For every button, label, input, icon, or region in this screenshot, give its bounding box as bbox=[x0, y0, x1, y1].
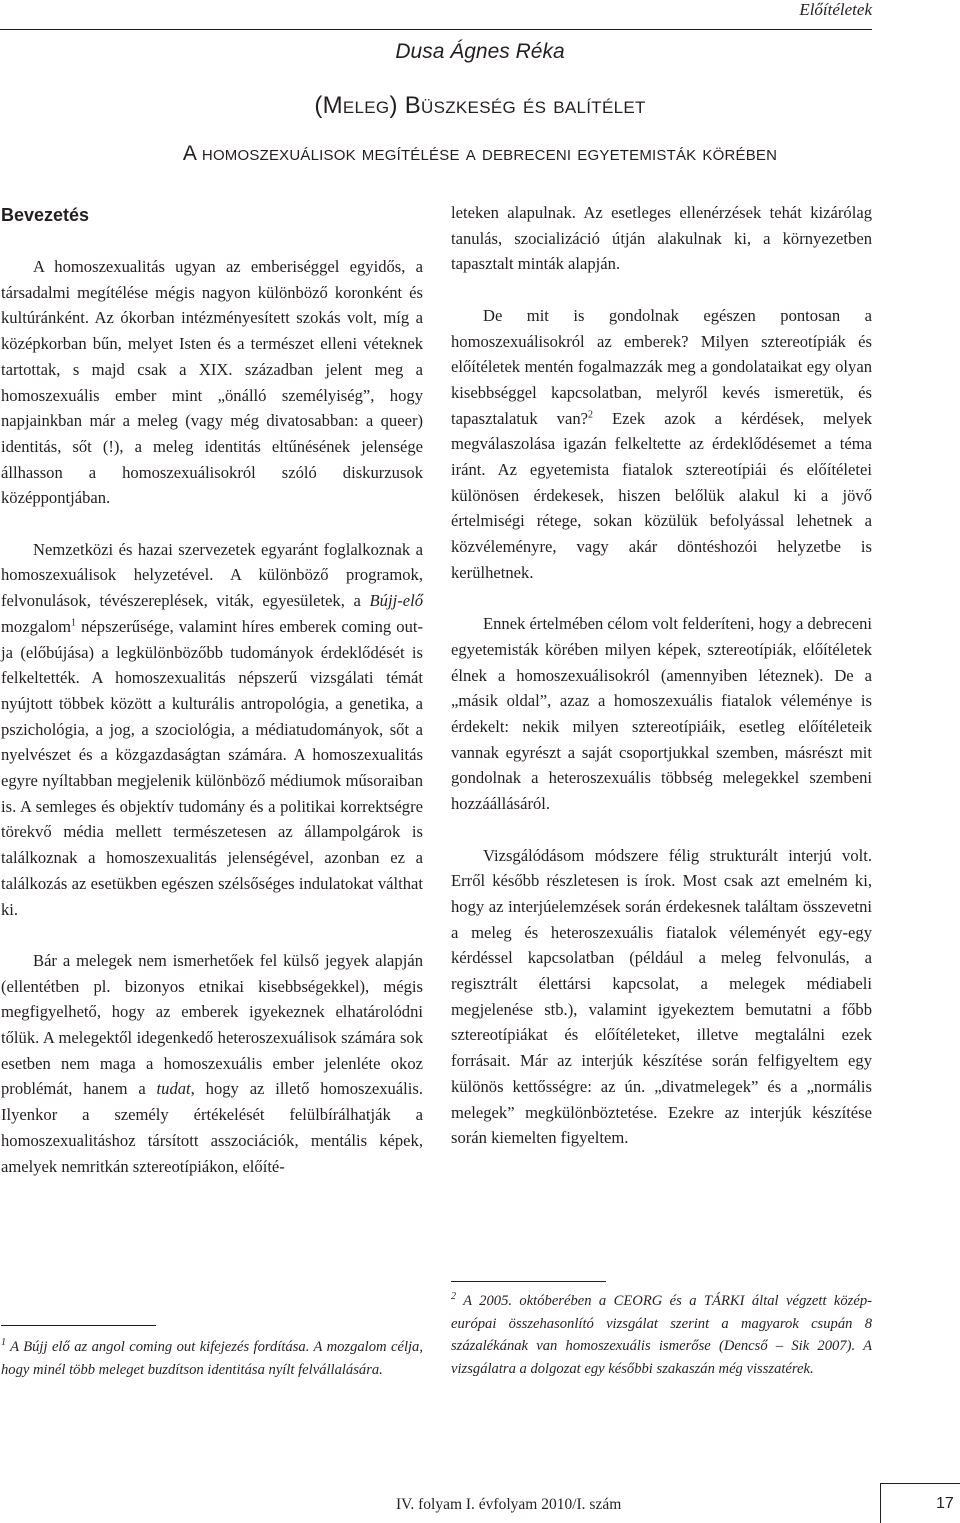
paragraph: leteken alapulnak. Az esetleges ellenérzések tehát kizárólag tanulás, szocializáció útján alakulnak ki, a környezetben tapasztalt minták alapján. bbox=[451, 203, 872, 274]
footnote-ref: 1 bbox=[71, 617, 77, 629]
footnote-ref: 2 bbox=[587, 409, 593, 421]
article-subtitle: A homoszexuálisok megítélése a debreceni egyetemisták körében bbox=[182, 142, 778, 165]
running-head: Előítéletek bbox=[799, 0, 872, 19]
footnote-1: $^1$ A Bújj elő az angol coming out kifejezés fordítása. A mozgalom célja, hogy minél több meleget buzdítson identitása nyílt felvállalására. bbox=[1, 1337, 423, 1378]
footnote-rule bbox=[451, 1281, 606, 1282]
journal-info: IV. folyam I. évfolyam 2010/I. szám bbox=[396, 1496, 622, 1513]
paragraph: Bár a melegek nem ismerhetőek fel külső jegyek alapján (ellentétben pl. bizonyos etnikai kisebbségekkel), mégis megfigyelhető, hogy az emberek igyekeznek elhatárolódni tőlük. A melegektől idegenkedő heteroszexuálisok számára sok esetben nem maga a homoszexuális ember jelenléte okoz problémát, hanem a tudat, hogy az illető homoszexuális. Ilyenkor a személy értékelését felülbírálhatják a homoszexualitáshoz társított asszociációk, mentális képek, amelyek nemritkán sztereotípiákon, előíté- bbox=[1, 950, 423, 1176]
footnote-rule bbox=[1, 1325, 156, 1326]
left-column bbox=[1, 204, 423, 1179]
author-name: Dusa Ágnes Réka bbox=[395, 40, 565, 63]
footer-rule bbox=[880, 1483, 960, 1484]
article-title: (Meleg) Büszkeség és balítélet bbox=[314, 92, 646, 119]
right-column bbox=[451, 200, 872, 1151]
paragraph: De mit is gondolnak egészen pontosan a homoszexuálisokról az emberek? Milyen sztereotípiák és előítéletek mentén fogalmazzák meg a gondolataikat egy olyan kisebbséggel kapcsolatban, melyről kevés ismeretük, és tapasztalatuk van?$^2$ Ezek azok a kérdések, melyek megválaszolása igazán felkeltette az érdeklődésemet a téma iránt. Az egyetemista fiatalok sztereotípiái és előítéletei különösen érdekesek, hiszen belőlük alakul ki a jövő értelmiségi rétege, sokan közülük befolyással lehetnek a közvéleményre, vagy akár döntéshozói helyzetbe is kerülhetnek. bbox=[451, 305, 872, 582]
footer-divider bbox=[880, 1483, 881, 1523]
paragraph: Ennek értelmében célom volt felderíteni, hogy a debreceni egyetemisták körében milyen képek, sztereotípiák, előítéletek élnek a homoszexuálisokról (amennyiben léteznek). De a „másik oldal”, azaz a homoszexuális fiatalok véleménye is érdekelt: nekik milyen sztereotípiáik, esetleg előítéleteik vannak egyrészt a saját csoportjukkal szemben, másrészt mit gondolnak a heteroszexuális többség melegekkel szembeni hozzáállásáról. bbox=[451, 614, 872, 814]
footnote-2: $^2$ A 2005. októberében a CEORG és a TÁRKI által végzett közép-európai összehasonlító vizsgálat szerint a magyarok csupán 8 százalékának van homoszexuális ismerőse (Dencső – Sik 2007). A vizsgálatra a dolgozat egy későbbi szakaszán még visszatérek. bbox=[451, 1291, 872, 1377]
paragraph: Vizsgálódásom módszere félig strukturált interjú volt. Erről később részletesen is írok. Most csak azt emelném ki, hogy az interjúelemzések során érdekesnek találtam összevetni a meleg és heteroszexuális fiatalok véleményét egy-egy kérdéssel kapcsolatban (például a meleg felvonulás, a regisztrált élettársi kapcsolat, a melegek médiabeli megjelenése stb.), valamint igyekeztem bemutatni a főbb sztereotípiákat és előítéleteket, illetve megtalálni ezek forrásait. Már az interjúk készítése során felfigyeltem egy különös kettősségre: az ún. „divatmelegek” és a „normális melegek” megkülönböztetése. Ezekre az interjúk készítése során kiemelten figyeltem. bbox=[451, 845, 872, 1148]
paragraph: Nemzetközi és hazai szervezetek egyaránt foglalkoznak a homoszexuálisok helyzetével. A különböző programok, felvonulások, tévészereplések, viták, egyesületek, a Bújj-elő mozgalom$^1$ népszerűsége, valamint híres emberek coming out-ja (előbújása) a legkülönbözőbb tudományok érdeklődését is felkeltették. A homoszexualitás népszerű vizsgálati témát nyújtott többek között a kulturális antropológia, a genetika, a pszichológia, a jog, a szociológia, a médiatudományok, sőt a nyelvészet és a közgazdaságtan számára. A homoszexualitás egyre nyíltabban megjelenik különböző médiumok műsoraiban is. A semleges és objektív tudomány és a politikai korrektségre törekvő média mellett természetesen az állampolgárok is találkoznak a homoszexualitás jelenségével, azonban ez a találkozás az esetükben egészen szélsőséges indulatokat válthat ki. bbox=[1, 539, 423, 919]
header-rule bbox=[0, 29, 872, 30]
section-heading: Bevezetés bbox=[1, 205, 90, 225]
page-number: 17 bbox=[936, 1495, 954, 1512]
paragraph: A homoszexualitás ugyan az emberiséggel egyidős, a társadalmi megítélése mégis nagyon különböző koronként és kultúránként. Az ókorban intézményesített szokás volt, míg a középkorban bűn, melyet Isten és a természet elleni véteknek tartottak, s majd csak a XIX. században jelent meg a homoszexuális ember mint „önálló személyiség”, hogy napjainkban már a meleg (vagy még divatosabban: a queer) identitás, sőt (!), a meleg identitás eltűnésének jelensége állhasson a homoszexuálisokról szóló diskurzusok középpontjában. bbox=[1, 257, 423, 508]
